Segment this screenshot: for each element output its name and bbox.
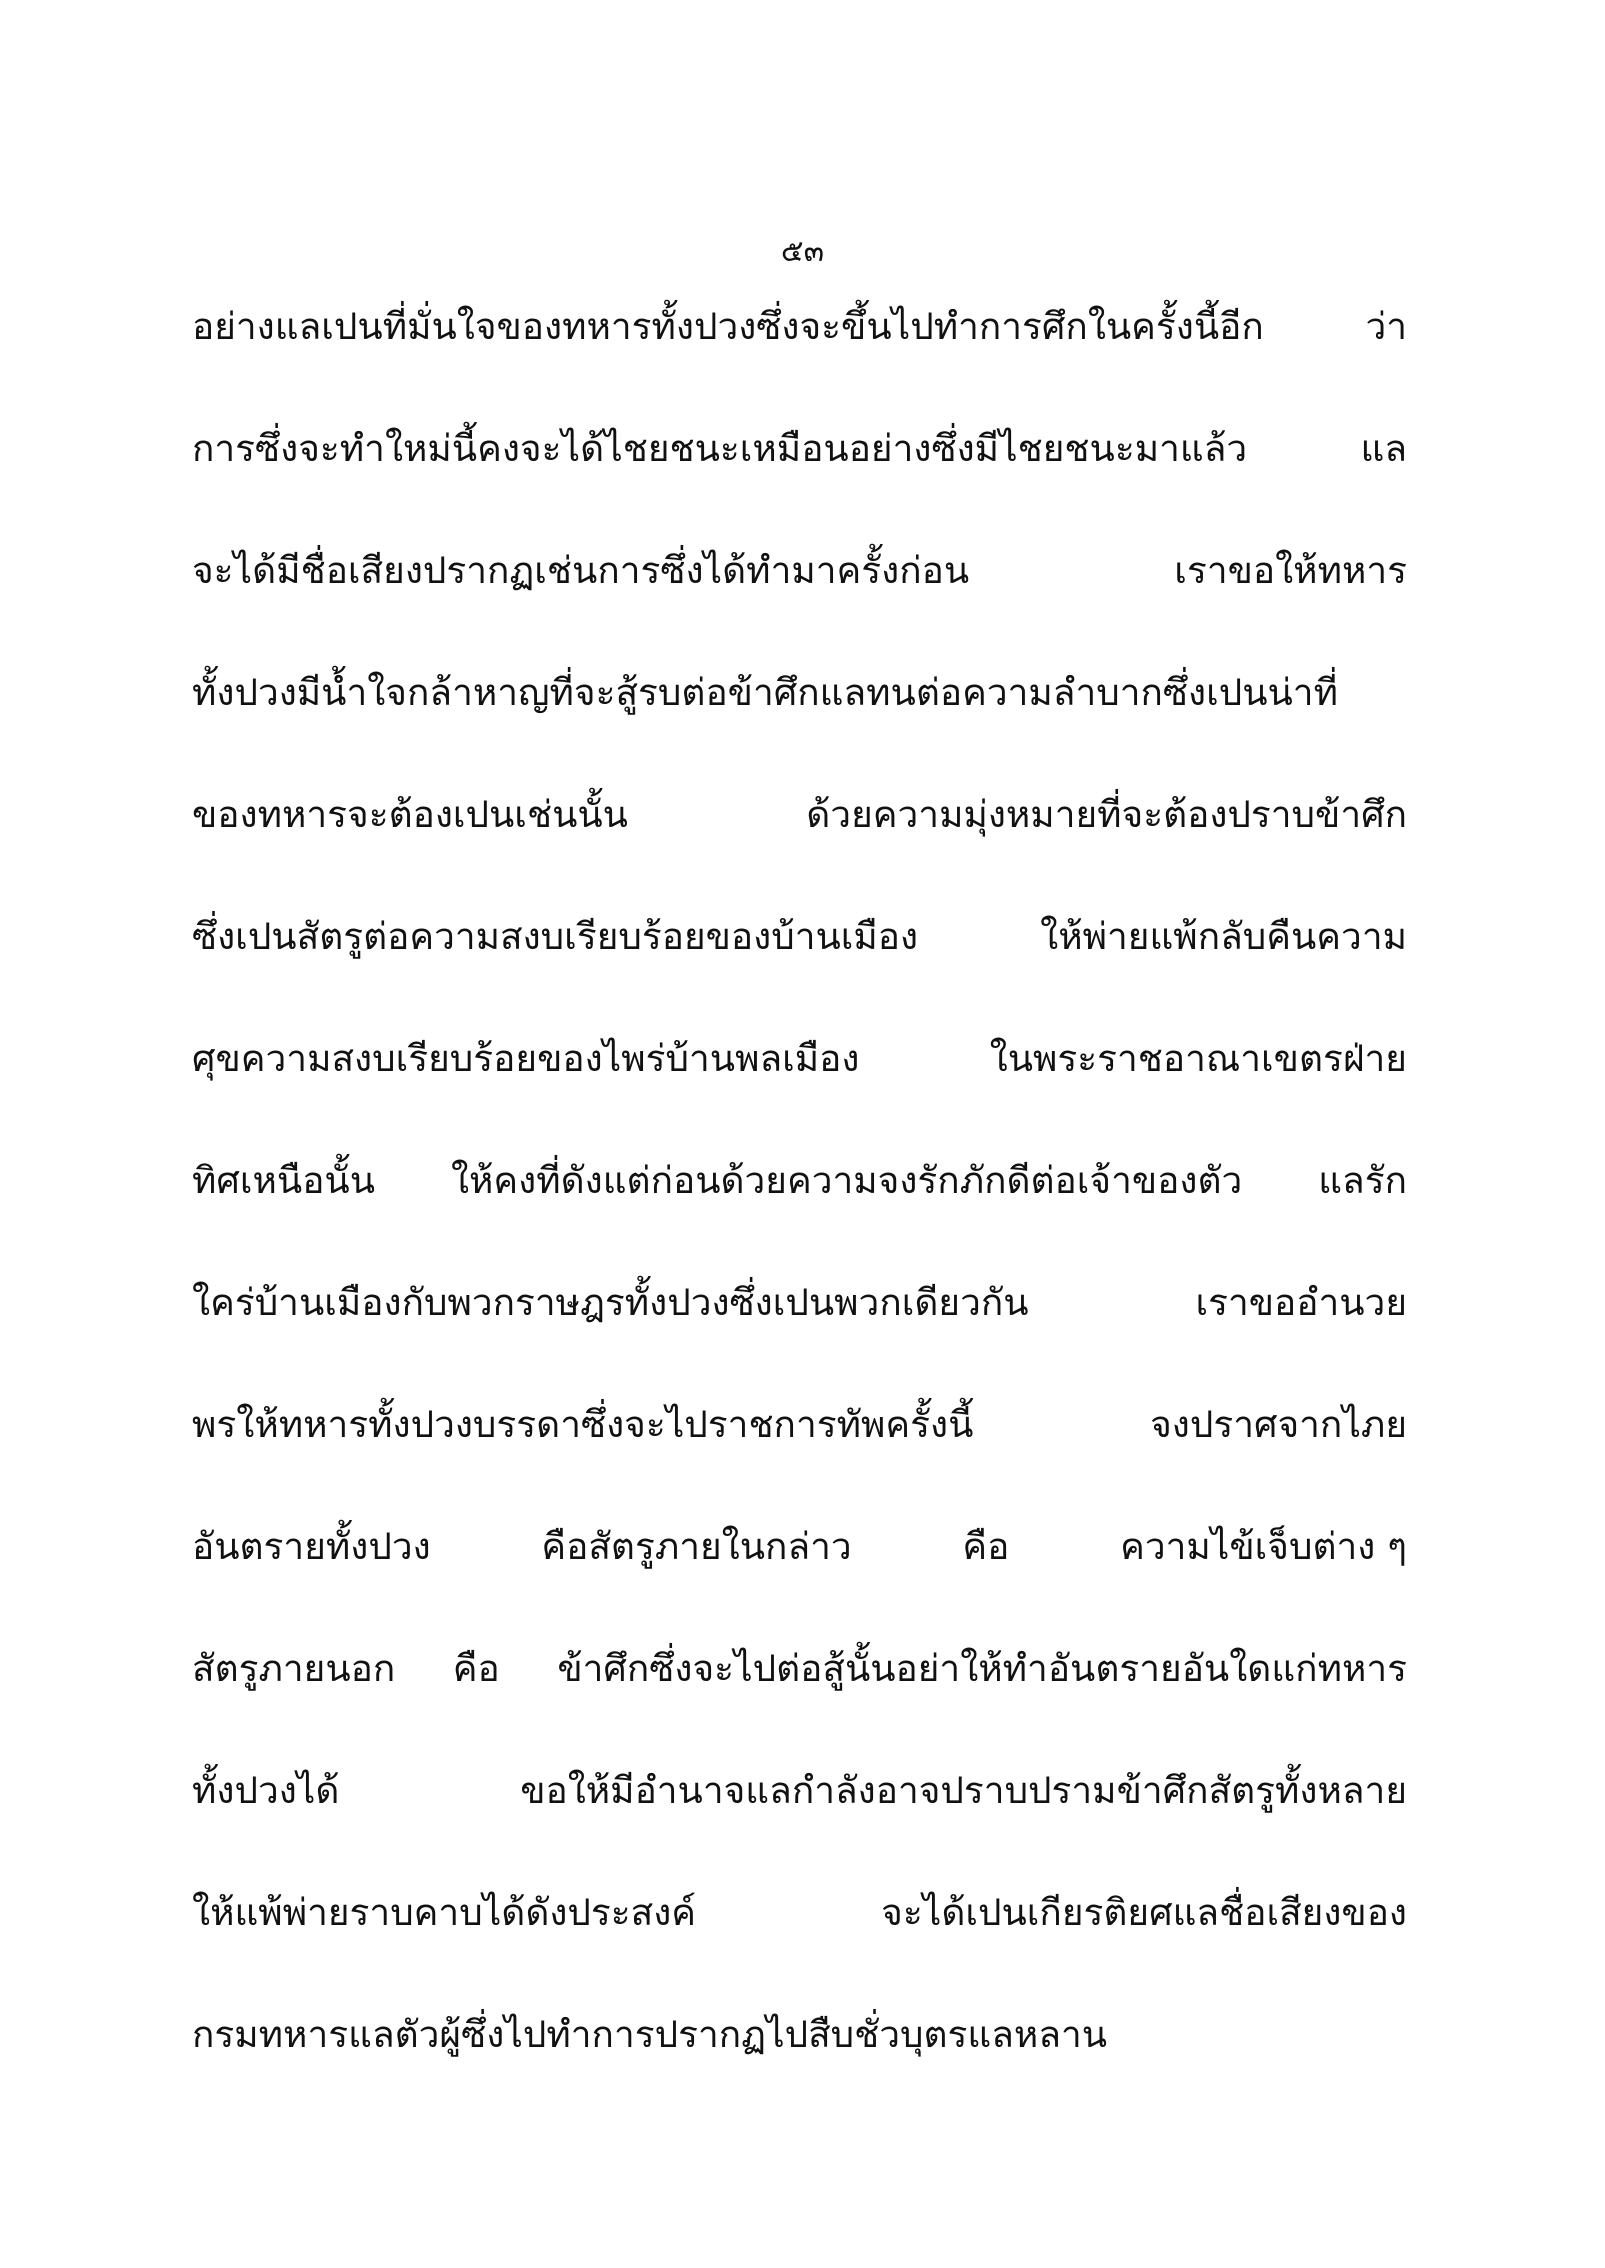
text-segment: การซึ่งจะทำใหม่นี้คงจะได้ไชยชนะเหมือนอย่างซึ่งมีไชยชนะมาแล้ว [192, 427, 1248, 470]
text-segment: ศุขความสงบเรียบร้อยของไพร่บ้านพลเมือง [192, 1037, 860, 1080]
text-segment: เราขออำนวย [1195, 1281, 1407, 1324]
text-segment: ข้าศึกซึ่งจะไปต่อสู้นั้นอย่าให้ทำอันตรายอันใดแก่ทหาร [557, 1647, 1407, 1690]
text-line [192, 414, 1407, 484]
text-line [192, 2000, 1407, 2070]
text-segment: ของทหารจะต้องเปนเช่นนั้น [192, 793, 628, 836]
text-line [192, 536, 1407, 606]
text-line [192, 1268, 1407, 1338]
text-line [192, 780, 1407, 850]
text-line [192, 902, 1407, 972]
text-segment: ให้คงที่ดังแต่ก่อนด้วยความจงรักภักดีต่อเจ้าของตัว [450, 1159, 1243, 1202]
text-segment: ให้พ่ายแพ้กลับคืนความ [1040, 915, 1407, 958]
page-number: ๕๓ [780, 234, 825, 269]
text-segment: อันตรายทั้งปวง [192, 1525, 431, 1568]
text-segment: ขอให้มีอำนาจแลกำลังอาจปราบปรามข้าศึกสัตรูทั้งหลาย [520, 1769, 1407, 1812]
text-segment: สัตรูภายนอก [192, 1647, 396, 1690]
text-line [192, 1878, 1407, 1948]
text-segment: คือ [452, 1647, 500, 1690]
text-segment: แลรัก [1318, 1159, 1407, 1202]
text-segment: เราขอให้ทหาร [1174, 549, 1407, 592]
text-line [192, 658, 1407, 728]
text-line [192, 1634, 1407, 1704]
text-segment: ว่า [1365, 305, 1407, 348]
text-segment: ใคร่บ้านเมืองกับพวกราษฎรทั้งปวงซึ่งเปนพวกเดียวกัน [192, 1281, 1029, 1324]
text-line [192, 292, 1407, 362]
text-segment: แล [1360, 427, 1407, 470]
text-segment: จะได้มีชื่อเสียงปรากฏเช่นการซึ่งได้ทำมาครั้งก่อน [192, 549, 970, 592]
text-line [192, 1512, 1407, 1582]
text-segment: ทั้งปวงมีน้ำใจกล้าหาญที่จะสู้รบต่อข้าศึกแลทนต่อความลำบากซึ่งเปนน่าที่ [192, 671, 1338, 714]
text-line [192, 1024, 1407, 1094]
text-segment: อย่างแลเปนที่มั่นใจของทหารทั้งปวงซึ่งจะขึ้นไปทำการศึกในครั้งนี้อีก [192, 305, 1264, 348]
text-segment: ซึ่งเปนสัตรูต่อความสงบเรียบร้อยของบ้านเมือง [192, 915, 919, 958]
text-segment: ด้วยความมุ่งหมายที่จะต้องปราบข้าศึก [806, 793, 1407, 836]
text-segment: คือ [962, 1525, 1010, 1568]
text-segment: ให้แพ้พ่ายราบคาบได้ดังประสงค์ [192, 1891, 697, 1934]
text-segment: ทิศเหนือนั้น [192, 1159, 376, 1202]
text-segment: คือสัตรูภายในกล่าว [541, 1525, 852, 1568]
text-line [192, 1390, 1407, 1460]
text-segment: จะได้เปนเกียรติยศแลชื่อเสียงของ [881, 1891, 1407, 1934]
text-segment: พรให้ทหารทั้งปวงบรรดาซึ่งจะไปราชการทัพครั้งนี้ [192, 1403, 974, 1446]
text-segment: จงปราศจากไภย [1150, 1403, 1407, 1446]
text-line [192, 1146, 1407, 1216]
text-segment: ทั้งปวงได้ [192, 1769, 340, 1812]
text-segment: กรมทหารแลตัวผู้ซึ่งไปทำการปรากฏไปสืบชั่วบุตรแลหลาน [192, 2013, 1108, 2056]
text-segment: ในพระราชอาณาเขตรฝ่าย [989, 1037, 1407, 1080]
text-segment: ความไข้เจ็บต่าง ๆ [1120, 1525, 1407, 1568]
text-line [192, 1756, 1407, 1826]
